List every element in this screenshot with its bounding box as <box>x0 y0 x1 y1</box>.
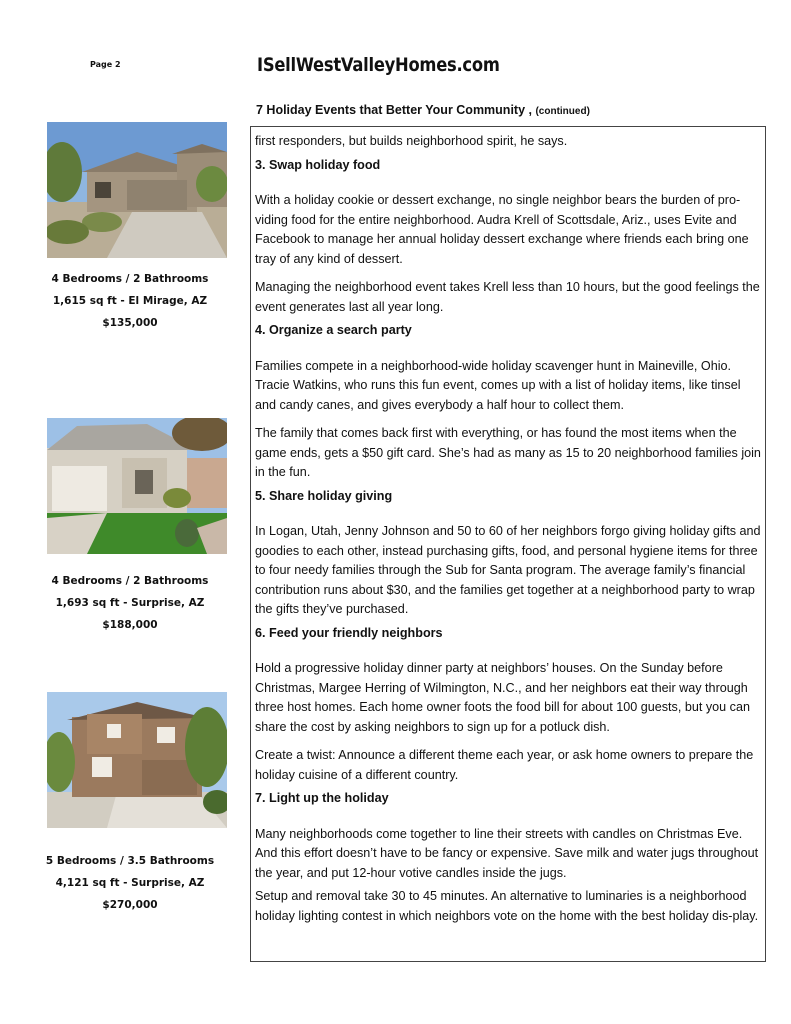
section-paragraph: In Logan, Utah, Jenny Johnson and 50 to 60 of her neighbors forgo giving holiday gifts and goodies to each other, instead purchasing gifts, food, and personal hygiene items for three to four needy families through the Sub for Santa program. The average family’s financial contribution runs about $30, and the families get together at a neighborhood party to wrap the gifts they’ve purchased. <box>255 524 761 616</box>
listing-2 <box>30 570 230 636</box>
section-paragraph: Managing the neighborhood event takes Krell less than 10 hours, but the good feelings the event generates last all year long. <box>255 280 760 314</box>
listing-beds-baths: 4 Bedrooms / 2 Bathrooms <box>51 575 209 587</box>
listing-size-location: 1,615 sq ft - El Mirage, AZ <box>52 295 208 307</box>
section-paragraph: Families compete in a neighborhood-wide holiday scavenger hunt in Maineville, Ohio. Tracie Watkins, who runs this fun event, comes up with a list of holiday items, like tinsel and candy canes, and gives everybody a half hour to collect them. <box>255 358 741 412</box>
section-paragraph: Many neighborhoods come together to line their streets with candles on Christmas Eve. And this effort doesn’t have to be fancy or expensive. Save milk and water jugs throughout the year, and put 12-hour votive candles inside the jugs. <box>255 826 759 880</box>
section-heading: 3. Swap holiday food <box>255 157 381 172</box>
listing-photo-1 <box>47 122 227 258</box>
section-heading: 4. Organize a search party <box>255 323 412 337</box>
listing-photo-2 <box>47 418 227 554</box>
continued-label: (continued) <box>535 106 590 117</box>
listing-1 <box>30 268 230 334</box>
section-paragraph: With a holiday cookie or dessert exchange, no single neighbor bears the burden of pro-viding food for the entire neighborhood. Audra Krell of Scottsdale, Ariz., uses Evite and Facebook to manage her annual holiday dessert exchange where friends each bring one tray of any kind of dessert. <box>255 193 749 266</box>
section-paragraph: Hold a progressive holiday dinner party at neighbors’ houses. On the Sunday before Christmas, Margee Herring of Wilmington, N.C., and her neighbors eat their way through three host homes. Each home owner foots the food bill for about 100 guests, but you can share the cost by asking neighbors to sign up for a potluck dish. <box>255 661 750 734</box>
listing-price: $270,000 <box>102 899 158 911</box>
listing-size-location: 4,121 sq ft - Surprise, AZ <box>55 877 205 889</box>
section-heading: 7. Light up the holiday <box>255 791 389 805</box>
section-paragraph: Create a twist: Announce a different theme each year, or ask home owners to prepare the holiday cuisine of a different country. <box>255 748 754 782</box>
article-body <box>255 127 765 926</box>
intro-fragment: first responders, but builds neighborhood spirit, he says. <box>255 134 568 148</box>
listing-beds-baths: 4 Bedrooms / 2 Bathrooms <box>51 273 209 285</box>
listing-price: $188,000 <box>102 619 158 631</box>
listing-price: $135,000 <box>102 317 158 329</box>
page-number: Page 2 <box>90 60 121 69</box>
section-heading: 6. Feed your friendly neighbors <box>255 625 443 640</box>
listing-3 <box>30 850 230 916</box>
article-title <box>256 103 590 117</box>
listing-beds-baths: 5 Bedrooms / 3.5 Bathrooms <box>45 855 215 867</box>
section-paragraph: Setup and removal take 30 to 45 minutes. An alternative to luminaries is a neighborhood holiday lighting contest in which neighbors vote on the home with the best holiday dis-play. <box>255 889 759 923</box>
site-title: ISellWestValleyHomes.com <box>257 54 500 76</box>
section-heading: 5. Share holiday giving <box>255 488 393 503</box>
section-paragraph: The family that comes back first with everything, or has found the most items when the game ends, gets a $50 gift card. She’s had as many as 15 to 20 neighborhood families join in the fun. <box>255 426 761 479</box>
listing-photo-3 <box>47 692 227 828</box>
listing-size-location: 1,693 sq ft - Surprise, AZ <box>55 597 205 609</box>
article-title-text: 7 Holiday Events that Better Your Community , <box>256 103 532 117</box>
